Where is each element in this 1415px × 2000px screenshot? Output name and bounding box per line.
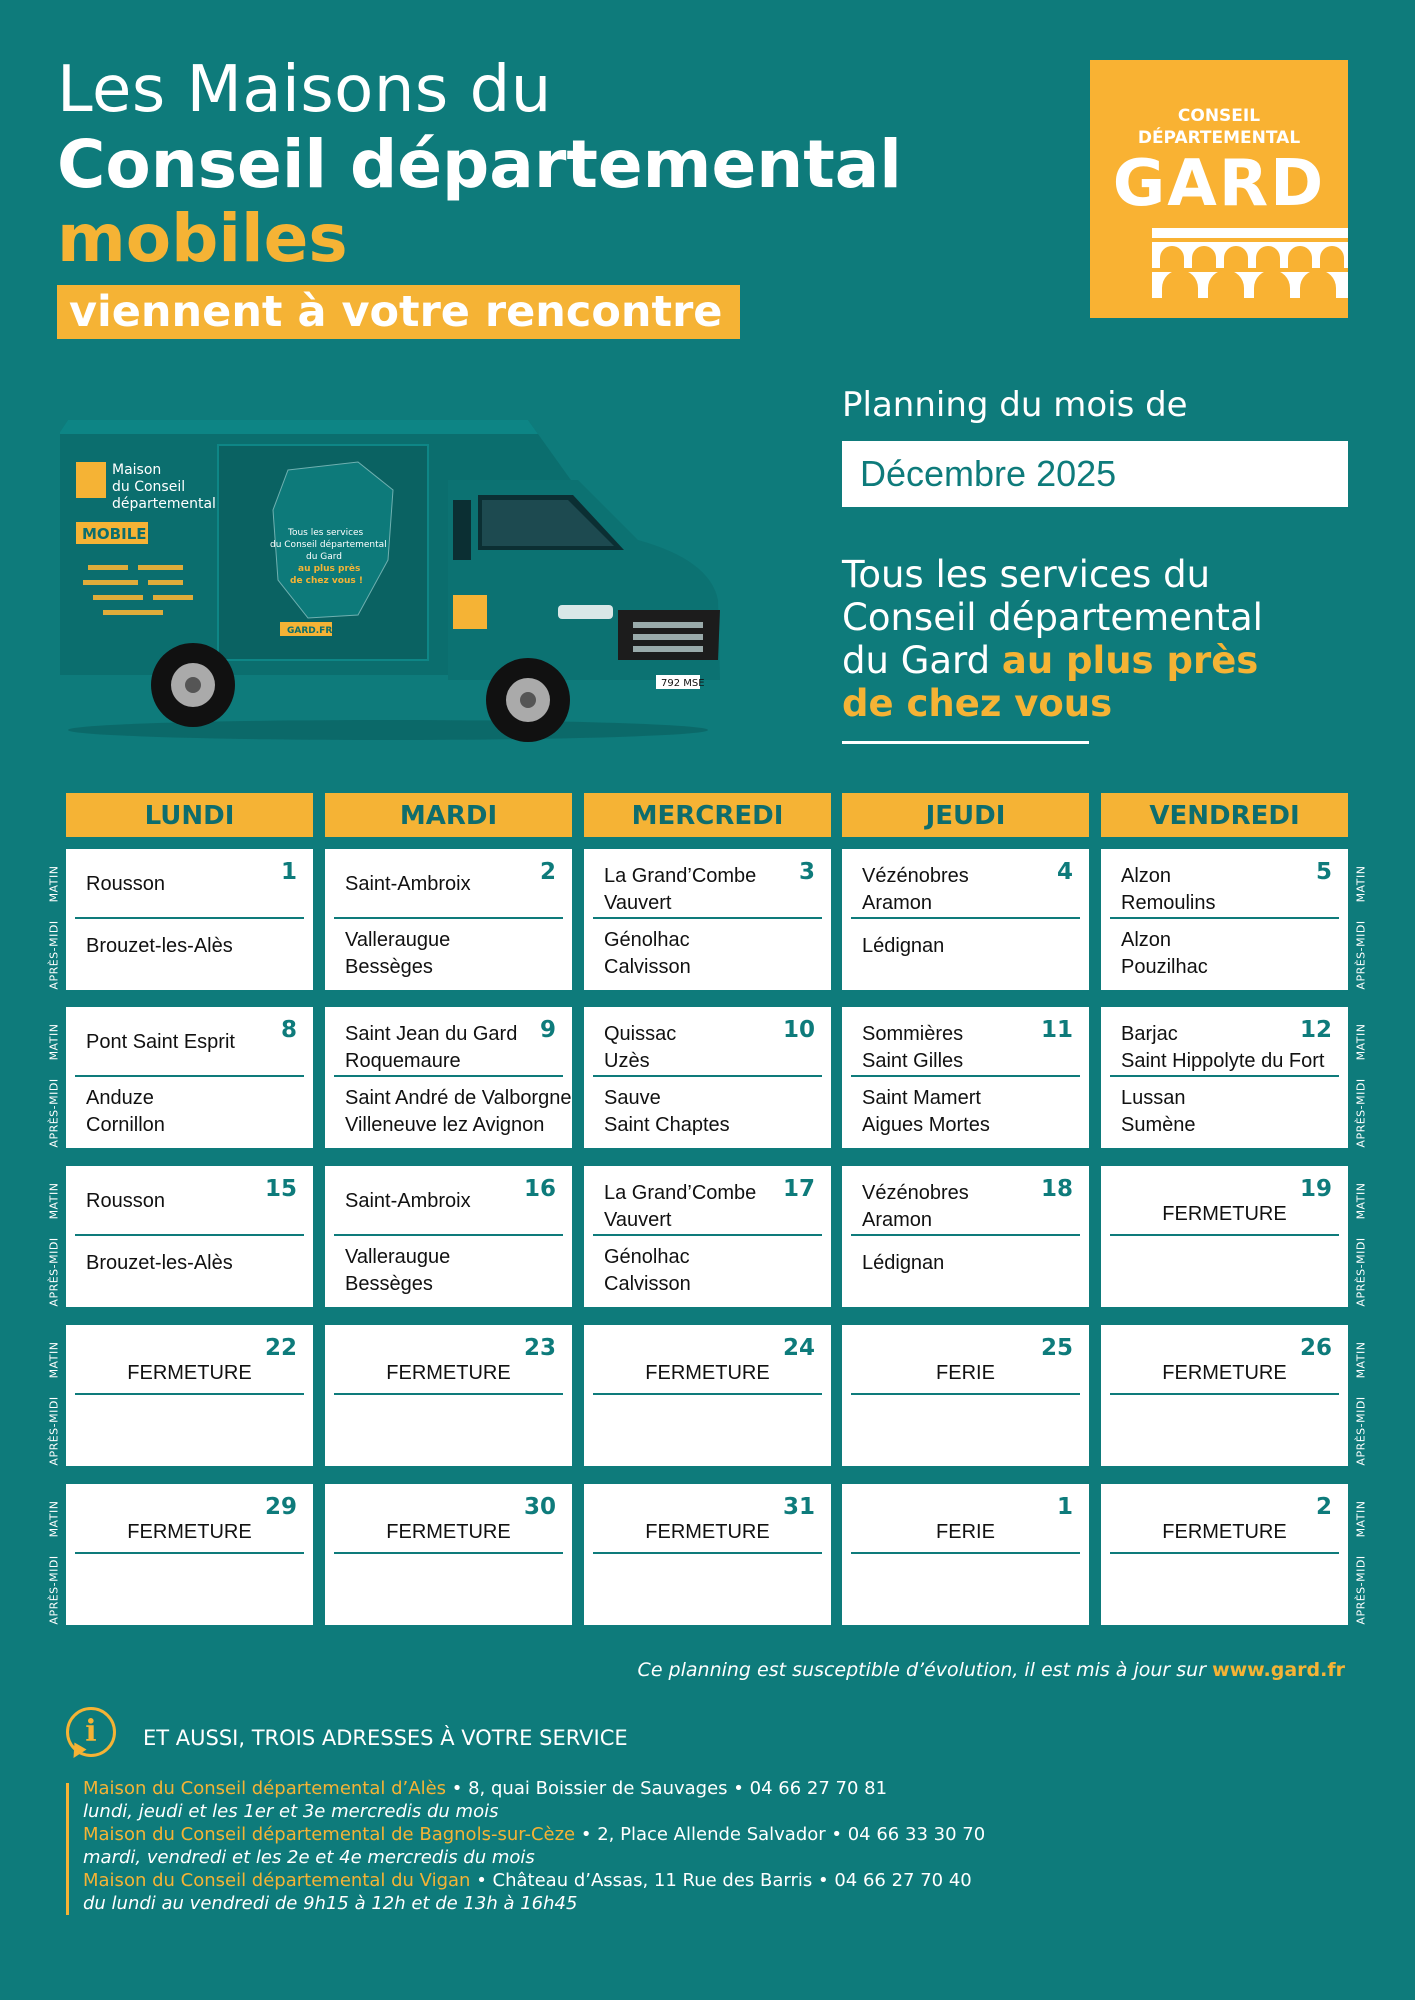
day-cell[interactable] <box>1101 1325 1348 1466</box>
morning-afternoon-divider <box>1110 1393 1339 1395</box>
morning-afternoon-divider <box>593 1234 822 1236</box>
day-number: 29 <box>264 1494 297 1520</box>
location-name: Saint-Ambroix <box>345 1190 471 1212</box>
morning-afternoon-divider <box>75 917 304 919</box>
day-cell[interactable] <box>1101 1007 1348 1148</box>
location-name: Barjac <box>1121 1023 1178 1045</box>
location-name: Sumène <box>1121 1114 1196 1136</box>
day-cell[interactable] <box>584 1007 831 1148</box>
location-name: Sauve <box>604 1087 661 1109</box>
side-label-afternoon: APRÈS-MIDI <box>1354 919 1368 990</box>
closed-status: FERMETURE <box>127 1521 252 1543</box>
day-cell[interactable] <box>1101 849 1348 990</box>
van-sign-line-2: du Conseil <box>112 479 186 495</box>
location-name: Valleraugue <box>345 1246 451 1268</box>
location-name: Uzès <box>604 1050 650 1072</box>
day-number: 15 <box>264 1176 297 1202</box>
day-cell[interactable] <box>1101 1166 1348 1307</box>
afternoon-locations <box>345 1085 571 1139</box>
morning-afternoon-divider <box>851 1552 1080 1554</box>
day-cell[interactable] <box>842 1484 1089 1625</box>
address-entry <box>83 1777 887 1823</box>
day-header-4: JEUDI <box>842 793 1089 837</box>
location-name: Aramon <box>862 1209 933 1231</box>
location-name: Remoulins <box>1121 892 1216 914</box>
location-name: Saint-Ambroix <box>345 873 471 895</box>
morning-locations <box>345 1188 471 1215</box>
address-bar <box>66 1783 69 1915</box>
side-label-afternoon: APRÈS-MIDI <box>47 919 61 990</box>
title-line-2: Conseil départemental <box>57 126 902 203</box>
morning-locations <box>604 1021 676 1075</box>
location-name: Saint Chaptes <box>604 1114 730 1136</box>
side-label-morning: MATIN <box>1354 865 1368 903</box>
side-label-morning: MATIN <box>1354 1023 1368 1061</box>
afternoon-locations <box>862 1085 990 1139</box>
day-header-2: MARDI <box>325 793 572 837</box>
day-cell[interactable] <box>842 1325 1089 1466</box>
day-number: 1 <box>280 859 297 885</box>
morning-locations <box>862 1180 969 1234</box>
morning-locations <box>1121 1021 1324 1075</box>
location-name: Aigues Mortes <box>862 1114 990 1136</box>
day-cell[interactable] <box>325 1484 572 1625</box>
side-label-morning: MATIN <box>47 865 61 903</box>
day-cell[interactable] <box>325 1007 572 1148</box>
day-cell[interactable] <box>325 849 572 990</box>
side-label-afternoon: APRÈS-MIDI <box>1354 1236 1368 1307</box>
closed-status: FERMETURE <box>645 1521 770 1543</box>
van-badge: MOBILE <box>82 525 147 543</box>
morning-afternoon-divider <box>75 1552 304 1554</box>
location-name: La Grand’Combe <box>604 865 757 887</box>
afternoon-locations <box>86 933 233 960</box>
day-number: 2 <box>1315 1494 1332 1520</box>
location-name: Vauvert <box>604 892 672 914</box>
morning-afternoon-divider <box>851 1393 1080 1395</box>
location-name: Saint Hippolyte du Fort <box>1121 1050 1325 1072</box>
van-plate: 792 MSE <box>661 678 705 689</box>
day-cell[interactable] <box>66 1325 313 1466</box>
side-label-afternoon: APRÈS-MIDI <box>47 1077 61 1148</box>
location-name: Bessèges <box>345 956 433 978</box>
location-name: Anduze <box>86 1087 154 1109</box>
location-name: Vézénobres <box>862 865 969 887</box>
location-name: Saint Jean du Gard <box>345 1023 518 1045</box>
day-cell[interactable] <box>842 849 1089 990</box>
morning-afternoon-divider <box>593 1075 822 1077</box>
afternoon-locations <box>86 1250 233 1277</box>
afternoon-locations <box>1121 927 1208 981</box>
address-entry <box>83 1823 985 1869</box>
also-heading: ET AUSSI, TROIS ADRESSES À VOTRE SERVICE <box>143 1726 628 1750</box>
day-number: 19 <box>1299 1176 1332 1202</box>
day-number: 3 <box>798 859 815 885</box>
location-name: Rousson <box>86 873 165 895</box>
location-name: Calvisson <box>604 956 691 978</box>
afternoon-locations <box>862 933 944 960</box>
title-band: viennent à votre rencontre <box>57 285 740 339</box>
van-sign-line-1: Maison <box>112 462 162 478</box>
van-panel-line-4: au plus près <box>298 564 361 574</box>
van-panel-line-3: du Gard <box>306 552 343 562</box>
closed-status: FERMETURE <box>386 1521 511 1543</box>
morning-locations <box>86 1188 165 1215</box>
morning-afternoon-divider <box>1110 1234 1339 1236</box>
day-number: 23 <box>523 1335 556 1361</box>
side-label-morning: MATIN <box>1354 1182 1368 1220</box>
day-cell[interactable] <box>1101 1484 1348 1625</box>
day-cell[interactable] <box>584 849 831 990</box>
afternoon-locations <box>862 1250 944 1277</box>
day-number: 26 <box>1299 1335 1332 1361</box>
day-number: 1 <box>1056 1494 1073 1520</box>
morning-afternoon-divider <box>851 917 1080 919</box>
day-cell[interactable] <box>66 1007 313 1148</box>
side-label-morning: MATIN <box>1354 1341 1368 1379</box>
day-number: 4 <box>1056 859 1073 885</box>
address-name[interactable]: Maison du Conseil départemental de Bagnols-sur-Cèze <box>83 1824 576 1845</box>
day-number: 18 <box>1040 1176 1073 1202</box>
day-cell[interactable] <box>842 1166 1089 1307</box>
van-sign-line-3: départemental <box>112 496 216 512</box>
day-header-3: MERCREDI <box>584 793 831 837</box>
morning-afternoon-divider <box>334 1393 563 1395</box>
day-number: 5 <box>1315 859 1332 885</box>
day-cell[interactable] <box>584 1484 831 1625</box>
day-number: 17 <box>782 1176 815 1202</box>
morning-locations <box>862 1021 963 1075</box>
location-name: Villeneuve lez Avignon <box>345 1114 545 1136</box>
closed-status: FERMETURE <box>1162 1521 1287 1543</box>
location-name: Valleraugue <box>345 929 451 951</box>
day-number: 9 <box>539 1017 556 1043</box>
title-line-3: mobiles <box>57 200 348 277</box>
morning-locations <box>604 1180 756 1234</box>
closed-status: FERMETURE <box>645 1362 770 1384</box>
day-cell[interactable] <box>66 849 313 990</box>
morning-afternoon-divider <box>334 1552 563 1554</box>
day-number: 31 <box>782 1494 815 1520</box>
side-label-morning: MATIN <box>47 1341 61 1379</box>
day-number: 12 <box>1299 1017 1332 1043</box>
morning-afternoon-divider <box>1110 917 1339 919</box>
location-name: Cornillon <box>86 1114 165 1136</box>
day-cell[interactable] <box>584 1166 831 1307</box>
day-cell[interactable] <box>842 1007 1089 1148</box>
day-number: 2 <box>539 859 556 885</box>
location-name: Sommières <box>862 1023 964 1045</box>
day-number: 25 <box>1040 1335 1073 1361</box>
location-name: Alzon <box>1121 865 1172 887</box>
closed-status: FERIE <box>936 1521 995 1543</box>
gard-website-link[interactable]: www.gard.fr <box>1212 1659 1345 1681</box>
location-name: Roquemaure <box>345 1050 461 1072</box>
day-cell[interactable] <box>325 1166 572 1307</box>
morning-afternoon-divider <box>334 1234 563 1236</box>
morning-afternoon-divider <box>1110 1552 1339 1554</box>
van-panel-line-5: de chez vous ! <box>290 576 363 586</box>
closed-status: FERMETURE <box>386 1362 511 1384</box>
afternoon-locations <box>86 1085 165 1139</box>
day-header-1: LUNDI <box>66 793 313 837</box>
day-cell[interactable] <box>584 1325 831 1466</box>
van-web-label: GARD.FR <box>287 626 333 636</box>
morning-afternoon-divider <box>851 1075 1080 1077</box>
address-hours: lundi, jeudi et les 1er et 3e mercredis du mois <box>83 1801 499 1822</box>
location-name: Aramon <box>862 892 933 914</box>
address-name[interactable]: Maison du Conseil départemental d’Alès <box>83 1778 447 1799</box>
side-label-afternoon: APRÈS-MIDI <box>47 1554 61 1625</box>
address-hours: mardi, vendredi et les 2e et 4e mercredis du mois <box>83 1847 535 1868</box>
location-name: Pouzilhac <box>1121 956 1208 978</box>
closed-status: FERMETURE <box>1162 1203 1287 1225</box>
morning-afternoon-divider <box>593 1393 822 1395</box>
closed-status: FERMETURE <box>1162 1362 1287 1384</box>
location-name: Saint Gilles <box>862 1050 964 1072</box>
location-name: Bessèges <box>345 1273 433 1295</box>
afternoon-locations <box>604 1085 730 1139</box>
morning-afternoon-divider <box>593 1552 822 1554</box>
logo-text-gard: GARD <box>1112 147 1326 221</box>
location-name: Brouzet-les-Alès <box>86 935 233 957</box>
address-detail: • 2, Place Allende Salvador • 04 66 33 30 70 <box>575 1824 986 1845</box>
morning-locations <box>862 863 969 917</box>
side-label-morning: MATIN <box>1354 1500 1368 1538</box>
morning-afternoon-divider <box>75 1075 304 1077</box>
day-number: 11 <box>1040 1017 1073 1043</box>
location-name: Lussan <box>1121 1087 1186 1109</box>
afternoon-locations <box>1121 1085 1196 1139</box>
side-label-afternoon: APRÈS-MIDI <box>47 1395 61 1466</box>
location-name: Génolhac <box>604 1246 690 1268</box>
morning-afternoon-divider <box>593 917 822 919</box>
morning-afternoon-divider <box>75 1393 304 1395</box>
location-name: Brouzet-les-Alès <box>86 1252 233 1274</box>
morning-afternoon-divider <box>75 1234 304 1236</box>
day-cell[interactable] <box>66 1484 313 1625</box>
pont-du-gard-icon <box>1152 228 1348 298</box>
day-header-5: VENDREDI <box>1101 793 1348 837</box>
location-name: Vauvert <box>604 1209 672 1231</box>
location-name: Saint André de Valborgne <box>345 1087 572 1109</box>
location-name: Calvisson <box>604 1273 691 1295</box>
day-number: 24 <box>782 1335 815 1361</box>
morning-locations <box>86 871 165 898</box>
location-name: Vézénobres <box>862 1182 969 1204</box>
morning-locations <box>345 1021 517 1075</box>
afternoon-locations <box>604 927 691 981</box>
closed-status: FERMETURE <box>127 1362 252 1384</box>
location-name: Génolhac <box>604 929 690 951</box>
update-note: Ce planning est susceptible d’évolution, il est mis à jour sur www.gard.fr <box>637 1659 1345 1681</box>
day-number: 8 <box>280 1017 297 1043</box>
side-label-morning: MATIN <box>47 1500 61 1538</box>
side-label-afternoon: APRÈS-MIDI <box>1354 1395 1368 1466</box>
van-panel-line-2: du Conseil départemental <box>270 540 387 550</box>
info-icon: i <box>66 1707 116 1757</box>
logo-text-top: CONSEIL DÉPARTEMENTAL <box>1137 106 1301 148</box>
morning-locations <box>604 863 756 917</box>
tagline-underline <box>842 741 1089 744</box>
day-number: 16 <box>523 1176 556 1202</box>
gard-logo[interactable] <box>1090 60 1348 318</box>
morning-locations <box>345 871 471 898</box>
address-detail: • 8, quai Boissier de Sauvages • 04 66 27 70 81 <box>446 1778 888 1799</box>
morning-locations <box>1121 863 1215 917</box>
afternoon-locations <box>345 927 450 981</box>
van-panel-line-1: Tous les services <box>288 528 364 538</box>
location-name: Rousson <box>86 1190 165 1212</box>
planning-month: Décembre 2025 <box>842 441 1348 507</box>
location-name: La Grand’Combe <box>604 1182 757 1204</box>
address-hours: du lundi au vendredi de 9h15 à 12h et de 13h à 16h45 <box>83 1893 578 1914</box>
address-name[interactable]: Maison du Conseil départemental du Vigan <box>83 1870 471 1891</box>
location-name: Quissac <box>604 1023 677 1045</box>
morning-afternoon-divider <box>851 1234 1080 1236</box>
day-number: 30 <box>523 1494 556 1520</box>
morning-afternoon-divider <box>334 1075 563 1077</box>
location-name: Alzon <box>1121 929 1172 951</box>
side-label-afternoon: APRÈS-MIDI <box>47 1236 61 1307</box>
day-cell[interactable] <box>66 1166 313 1307</box>
morning-afternoon-divider <box>1110 1075 1339 1077</box>
address-detail: • Château d’Assas, 11 Rue des Barris • 04 66 27 70 40 <box>470 1870 972 1891</box>
title-line-1: Les Maisons du <box>57 53 552 127</box>
day-number: 22 <box>264 1335 297 1361</box>
afternoon-locations <box>345 1244 450 1298</box>
location-name: Lédignan <box>862 935 945 957</box>
side-label-morning: MATIN <box>47 1023 61 1061</box>
day-cell[interactable] <box>325 1325 572 1466</box>
morning-locations <box>86 1029 235 1056</box>
mobile-office-van <box>58 400 723 745</box>
address-entry <box>83 1869 972 1915</box>
afternoon-locations <box>604 1244 691 1298</box>
side-label-afternoon: APRÈS-MIDI <box>1354 1554 1368 1625</box>
side-label-afternoon: APRÈS-MIDI <box>1354 1077 1368 1148</box>
planning-label: Planning du mois de <box>842 385 1188 425</box>
location-name: Pont Saint Esprit <box>86 1031 235 1053</box>
location-name: Lédignan <box>862 1252 945 1274</box>
morning-afternoon-divider <box>334 917 563 919</box>
day-number: 10 <box>782 1017 815 1043</box>
location-name: Saint Mamert <box>862 1087 981 1109</box>
side-label-morning: MATIN <box>47 1182 61 1220</box>
closed-status: FERIE <box>936 1362 995 1384</box>
tagline: Tous les services du Conseil départemental du Gard au plus près de chez vous <box>842 553 1263 725</box>
